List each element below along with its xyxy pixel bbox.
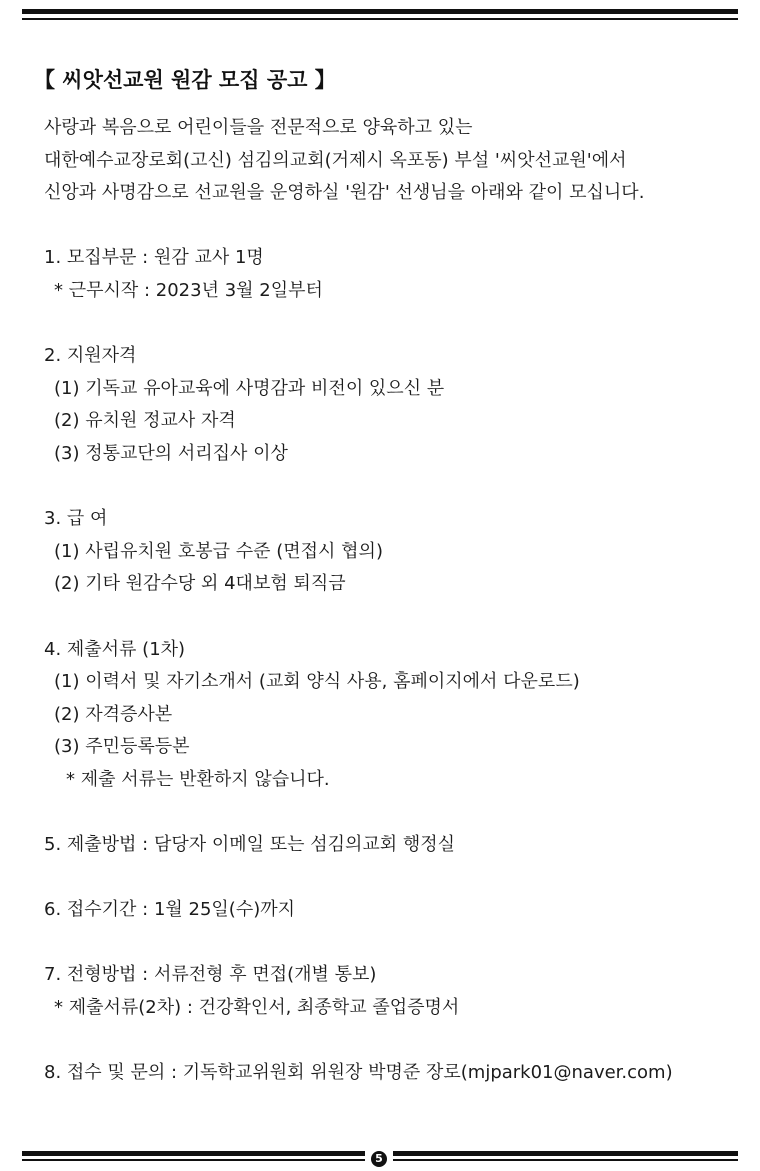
notice-line: 대한예수교장로회(고신) 섬김의교회(거제시 옥포동) 부설 '씨앗선교원'에서 [44,149,627,171]
notice-line: 2. 지원자격 [44,345,137,367]
top-rule-thin [22,18,738,20]
notice-line: 사랑과 복음으로 어린이들을 전문적으로 양육하고 있는 [44,117,473,138]
blank-line [44,210,744,243]
blank-line [44,796,744,829]
notice-line: * 제출서류(2차) : 건강확인서, 최종학교 졸업증명서 [54,997,460,1019]
blank-line [44,927,744,960]
notice-line: (2) 기타 원감수당 외 4대보험 퇴직금 [54,573,346,595]
notice-line: 신앙과 사명감으로 선교원을 운영하실 '원감' 선생님을 아래와 같이 모십니다. [44,182,645,204]
bottom-double-rule [22,1151,738,1165]
notice-line: 6. 접수기간 : 1월 25일(수)까지 [44,899,296,921]
notice-title: 【 씨앗선교원 원감 모집 공고 】 [34,68,336,92]
notice-body [44,112,744,1090]
blank-line [44,862,744,895]
notice-line: 7. 전형방법 : 서류전형 후 면접(개별 통보) [44,964,377,986]
notice-line: (1) 사립유치원 호봉급 수준 (면접시 협의) [54,540,383,562]
blank-line [44,1025,744,1058]
notice-line: (3) 정통교단의 서리집사 이상 [54,442,288,464]
bottom-rule-right-thick [393,1151,738,1156]
top-double-rule [22,9,738,23]
notice-line: (2) 자격증사본 [54,703,173,725]
blank-line [44,308,744,341]
notice-line: * 제출 서류는 반환하지 않습니다. [66,768,330,790]
top-rule-thick [22,9,738,14]
notice-line: 8. 접수 및 문의 : 기독학교위원회 위원장 박명준 장로(mjpark01@naver.com) [44,1062,673,1084]
bottom-rule-left-thick [22,1151,365,1156]
notice-line: * 근무시작 : 2023년 3월 2일부터 [54,279,323,301]
notice-line: (1) 이력서 및 자기소개서 (교회 양식 사용, 홈페이지에서 다운로드) [54,671,580,693]
notice-line: (1) 기독교 유아교육에 사명감과 비전이 있으신 분 [54,377,445,399]
notice-line: 4. 제출서류 (1차) [44,638,186,660]
page-number-badge: 5 [371,1151,387,1167]
notice-line: 1. 모집부문 : 원감 교사 1명 [44,247,264,269]
notice-line: 5. 제출방법 : 담당자 이메일 또는 섬김의교회 행정실 [44,834,456,856]
bottom-rule-right-thin [393,1159,738,1161]
notice-line: 3. 급 여 [44,508,108,530]
blank-line [44,471,744,504]
notice-line: (3) 주민등록등본 [54,736,190,758]
bottom-rule-left-thin [22,1159,365,1161]
blank-line [44,601,744,634]
notice-line: (2) 유치원 정교사 자격 [54,410,236,432]
